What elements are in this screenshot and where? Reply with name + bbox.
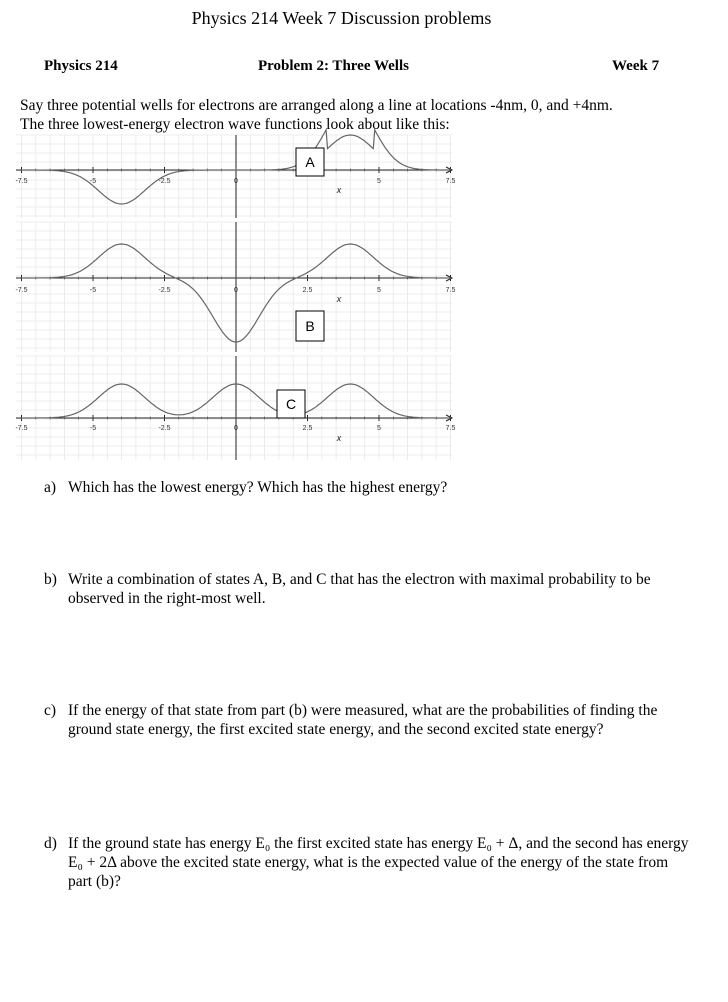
tick-label: -2.5: [158, 287, 171, 294]
question-c-text: If the energy of that state from part (b) were measured, what are the probabilities of finding the ground state energy, the first excited state energy, and the second excited state energy?: [68, 702, 658, 738]
week-label: Week 7: [612, 58, 660, 74]
question-a: [44, 478, 694, 497]
tick-label: -7.5: [15, 425, 28, 432]
tick-label: 5: [377, 287, 381, 294]
question-d: [44, 834, 694, 891]
question-d-label: d): [44, 835, 57, 852]
state-label: C: [285, 396, 297, 412]
plot-c: [15, 356, 455, 460]
x-axis-label: x: [336, 185, 342, 195]
tick-label: 2.5: [302, 425, 313, 432]
page-title: Physics 214 Week 7 Discussion problems: [191, 8, 492, 28]
tick-label: -2.5: [158, 425, 171, 432]
x-axis-label: x: [336, 294, 342, 304]
intro-line-2: The three lowest-energy electron wave functions look about like this:: [20, 116, 450, 133]
tick-label: -5: [89, 425, 97, 432]
state-label: B: [305, 318, 315, 334]
tick-label: -7.5: [15, 178, 28, 185]
tick-label: 7.5: [445, 287, 456, 294]
plot-b: [15, 222, 455, 352]
tick-label: 0: [234, 287, 238, 294]
state-label: A: [305, 154, 315, 170]
intro-line-1: Say three potential wells for electrons are arranged along a line at locations -4nm, 0, and +4nm.: [20, 97, 613, 114]
question-a-label: a): [44, 479, 57, 496]
tick-label: 7.5: [445, 425, 456, 432]
question-b-label: b): [44, 571, 57, 588]
tick-label: 5: [377, 425, 381, 432]
question-c: [44, 701, 694, 739]
tick-label: -5: [89, 287, 97, 294]
course-label: Physics 214: [44, 58, 118, 74]
tick-label: 0: [234, 425, 238, 432]
question-a-text: Which has the lowest energy? Which has the highest energy?: [68, 479, 448, 496]
tick-label: 7.5: [445, 178, 456, 185]
plot-grid: [16, 135, 452, 218]
tick-label: -7.5: [15, 287, 28, 294]
tick-label: 5: [377, 178, 381, 185]
question-c-label: c): [44, 702, 57, 719]
plot-a: [15, 130, 455, 218]
tick-label: -5: [89, 178, 97, 185]
wavefunction-plots: [0, 0, 728, 470]
tick-label: -2.5: [158, 178, 171, 185]
question-d-text: If the ground state has energy E₀ the first excited state has energy E₀ + Δ, and the second has energy E₀ + 2Δ above the excited state energy, what is the expected value of the energy of the state from part (b)?: [68, 835, 689, 890]
question-b: [44, 570, 694, 608]
tick-label: 0: [234, 178, 238, 185]
tick-label: 2.5: [302, 287, 313, 294]
problem-title: Problem 2: Three Wells: [258, 58, 409, 74]
x-axis-label: x: [336, 433, 342, 443]
question-b-text: Write a combination of states A, B, and C that has the electron with maximal probability to be observed in the right-most well.: [68, 571, 651, 607]
